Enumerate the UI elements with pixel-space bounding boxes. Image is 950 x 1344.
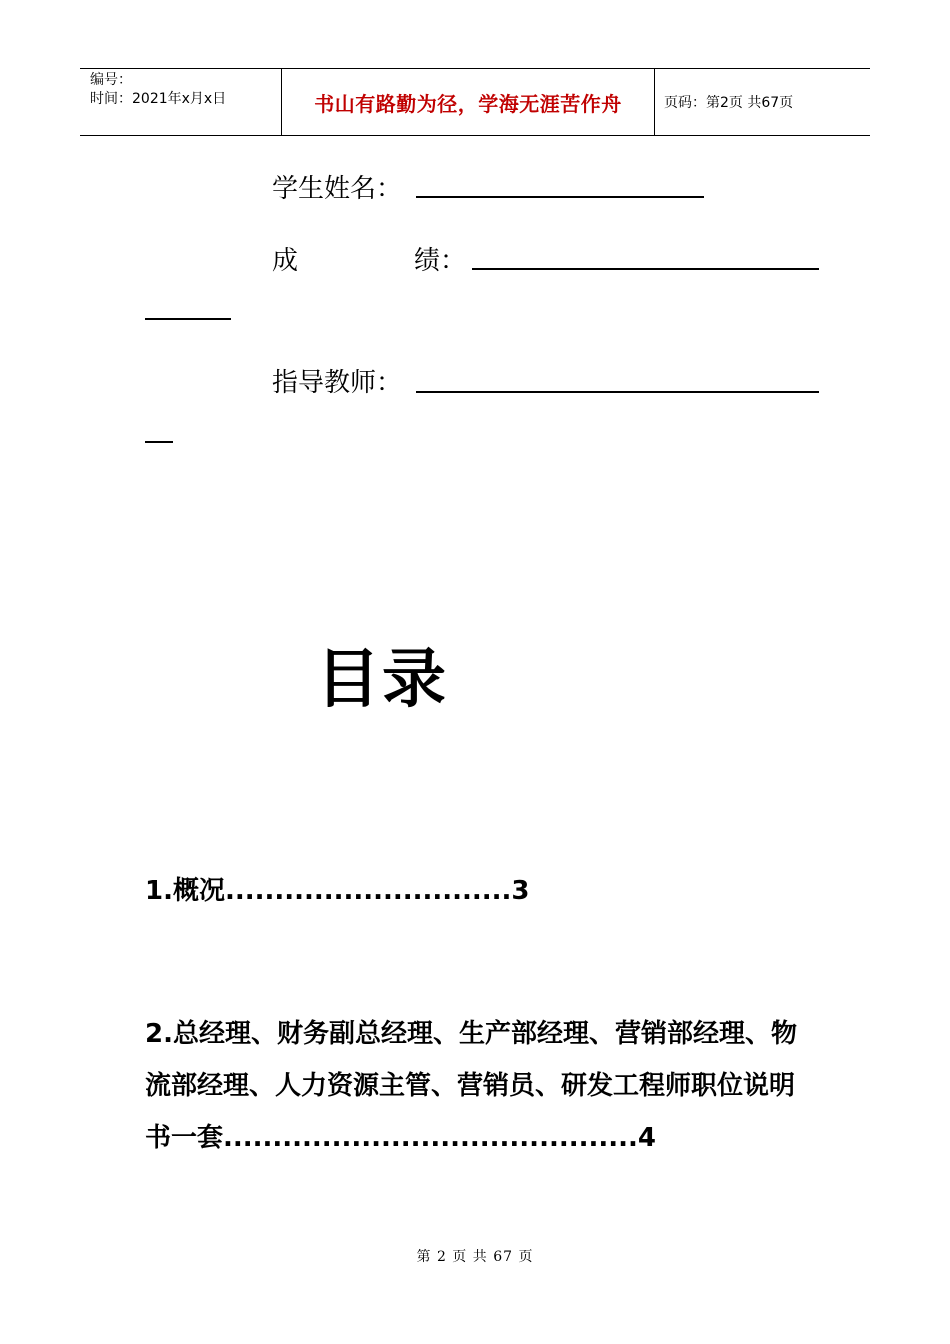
student-name-label: 学生姓名：: [272, 174, 403, 204]
document-header: [80, 68, 870, 136]
teacher-blank-continued: [145, 441, 173, 443]
toc-entry-2-line-3[interactable]: 书一套..........................................4: [145, 1123, 656, 1153]
grade-label-first: 成: [272, 246, 299, 276]
header-motto-cell: [282, 69, 655, 135]
grade-label-second: 绩：: [414, 246, 467, 276]
header-motto: 书山有路勤为径，学海无涯苦作舟: [314, 91, 622, 116]
time-label: 时间：2021年x月x日: [90, 91, 227, 107]
toc-entry-1[interactable]: 1.概况.............................3: [145, 876, 530, 906]
page-footer: 第 2 页 共 67 页: [416, 1249, 534, 1265]
toc-title: 目录: [316, 642, 448, 717]
toc-entry-2-line-2[interactable]: 流部经理、人力资源主管、营销员、研发工程师职位说明: [145, 1071, 796, 1101]
toc-entry-2-line-1[interactable]: 2.总经理、财务副总经理、生产部经理、营销部经理、物: [145, 1019, 797, 1049]
student-name-blank: [416, 196, 704, 198]
header-page-info-cell: [655, 69, 870, 135]
header-page-info: 页码：第2页 共67页: [664, 95, 794, 111]
grade-blank-continued: [145, 318, 231, 320]
teacher-label: 指导教师：: [272, 368, 403, 398]
code-label: 编号：: [90, 72, 132, 88]
header-meta: [80, 69, 282, 135]
teacher-blank: [416, 391, 819, 393]
grade-blank: [472, 268, 819, 270]
